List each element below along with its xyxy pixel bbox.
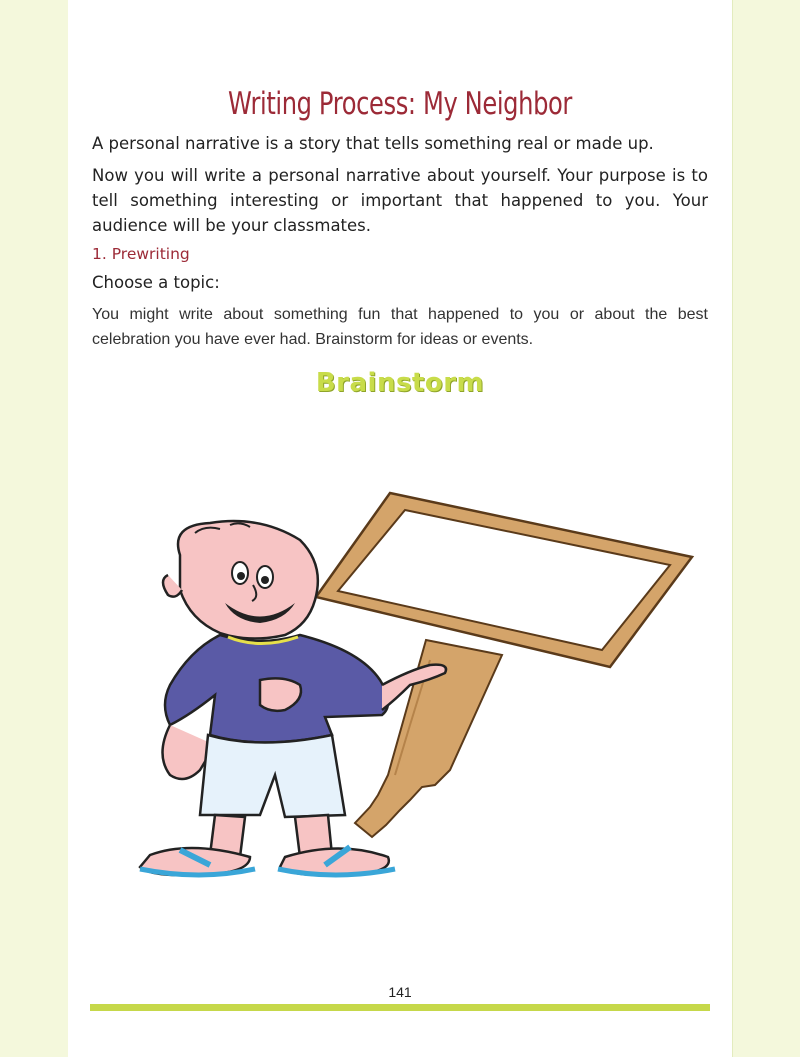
right-margin [732,0,800,1057]
topic-hint-paragraph: You might write about something fun that happened to you or about the best celebration you have ever had. Brainstorm for ideas or events. [92,306,708,348]
signboard [316,493,692,667]
choose-topic-label: Choose a topic: [92,273,220,292]
left-margin [0,0,68,1057]
intro-paragraph: A personal narrative is a story that tells something real or made up. [92,134,654,153]
footer-bar [90,1004,710,1011]
cartoon-boy-sign-illustration [110,485,710,885]
step-heading: 1. Prewriting [92,245,190,263]
brainstorm-heading: Brainstorm [315,368,485,398]
page-title: Writing Process: My Neighbor [228,86,572,122]
purpose-paragraph: Now you will write a personal narrative about yourself. Your purpose is to tell something interesting or important that happened to you. Your audience will be your classmates. [92,166,708,235]
page-number: 141 [388,984,412,1000]
